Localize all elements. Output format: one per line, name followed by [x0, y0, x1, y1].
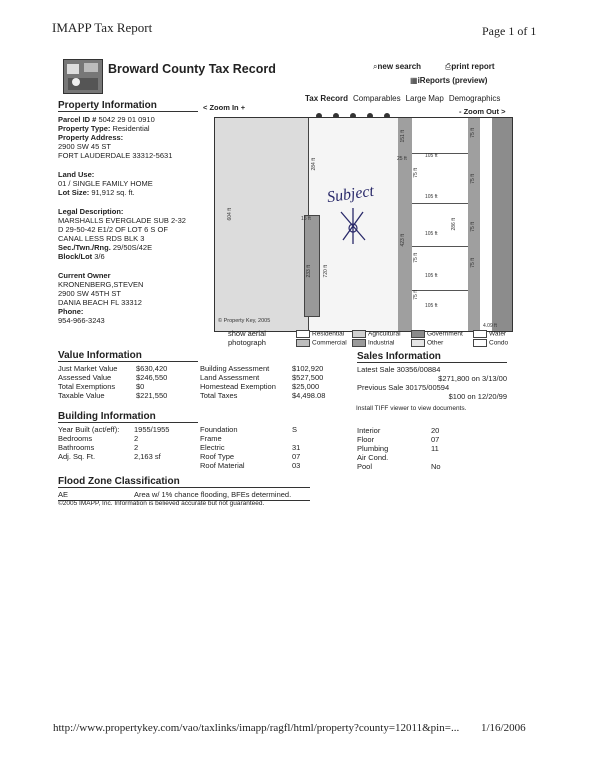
dimension-label: 233 ft — [306, 265, 312, 278]
dimension-label: 15 ft — [301, 216, 311, 222]
tab-comparables[interactable]: Comparables — [352, 94, 401, 103]
legal-label: Legal Description: — [58, 207, 124, 216]
building-row — [200, 452, 350, 461]
page-url: http://www.propertykey.com/vao/taxlinks/imapp/ragfl/html/property?county=12011&pin=... — [53, 722, 460, 734]
building-label: Year Built (act/eff): — [58, 425, 120, 434]
building-label: Air Cond. — [357, 453, 389, 462]
dimension-label: 75 ft — [413, 168, 419, 178]
legend-item — [411, 330, 469, 339]
dimension-label: 284 ft — [311, 158, 317, 171]
value-label: Assessed Value — [58, 373, 112, 382]
map-copyright: © Property Key, 2005 — [218, 318, 271, 324]
building-row — [58, 425, 198, 434]
block-row — [58, 252, 198, 261]
dimension-label: 105 ft — [425, 303, 438, 309]
subject-marker-icon — [333, 206, 373, 246]
building-label: Bathrooms — [58, 443, 95, 452]
owner-line: DANIA BEACH FL 33312 — [58, 298, 142, 307]
building-value: 2 — [134, 434, 139, 443]
print-date: 1/16/2006 — [481, 722, 526, 734]
lot-size-value: 91,912 sq. ft. — [91, 188, 135, 197]
value-row — [58, 373, 198, 382]
building-row — [357, 426, 467, 435]
dimension-label: 75 ft — [413, 290, 419, 300]
phone-label: Phone: — [58, 307, 84, 316]
type-value: Residential — [112, 124, 150, 133]
subject-annotation: Subject — [325, 182, 375, 207]
building-row — [58, 452, 198, 461]
new-search-link[interactable] — [373, 62, 421, 72]
zoom-in-link[interactable]: < Zoom In + — [203, 103, 246, 112]
dimension-label: 286 ft — [451, 218, 457, 231]
value-amount: $630,420 — [136, 364, 168, 373]
legend-label: Residential — [312, 330, 345, 338]
assessment-row — [200, 391, 350, 400]
owner-line: KRONENBERG,STEVEN — [58, 280, 144, 289]
str-row — [58, 243, 198, 252]
zoom-out-link[interactable]: - Zoom Out > — [459, 107, 506, 116]
address-line: 2900 SW 45 ST — [58, 142, 111, 151]
parcel-map[interactable] — [214, 117, 513, 332]
value-amount: $221,550 — [136, 391, 168, 400]
county-seal-icon — [63, 59, 103, 94]
dimension-label: 423 ft — [400, 234, 406, 247]
assessment-amount: $4,498.08 — [292, 391, 326, 400]
str-label: Sec./Twn./Rng. — [58, 243, 111, 252]
building-value: 11 — [431, 444, 439, 453]
building-value: 03 — [292, 461, 301, 470]
building-label: Electric — [200, 443, 225, 452]
building-label: Roof Material — [200, 461, 245, 470]
flood-zone-code: AE — [58, 490, 69, 499]
lot-size-label: Lot Size: — [58, 188, 90, 197]
dimension-label: 25 ft — [397, 156, 407, 162]
assessment-amount: $527,500 — [292, 373, 324, 382]
parcel-row — [58, 115, 198, 124]
value-label: Taxable Value — [58, 391, 105, 400]
legend-label: Water — [489, 330, 507, 338]
legend-item — [352, 330, 407, 339]
print-report-label[interactable]: print report — [451, 62, 495, 71]
building-value: 07 — [292, 452, 301, 461]
page-number: Page 1 of 1 — [482, 24, 537, 38]
building-row — [200, 434, 350, 443]
ireports-link[interactable] — [410, 76, 487, 86]
value-amount: $246,550 — [136, 373, 168, 382]
building-row — [200, 443, 350, 452]
dimension-label: 75 ft — [470, 258, 476, 268]
legend-item — [296, 339, 348, 348]
building-row — [357, 435, 467, 444]
assessment-amount: $25,000 — [292, 382, 320, 391]
building-value: 2 — [134, 443, 139, 452]
legend-item — [411, 339, 469, 348]
dimension-label: 75 ft — [470, 174, 476, 184]
flood-zone-heading: Flood Zone Classification — [58, 476, 310, 488]
building-label: Frame — [200, 434, 222, 443]
dimension-label: 75 ft — [470, 128, 476, 138]
owner-line: 2900 SW 45TH ST — [58, 289, 121, 298]
assessment-label: Building Assessment — [200, 364, 270, 373]
type-row — [58, 124, 198, 133]
tab-large-map[interactable]: Large Map — [405, 94, 444, 103]
address-line: FORT LAUDERDALE 33312-5631 — [58, 151, 173, 160]
building-label: Plumbing — [357, 444, 389, 453]
map-canal — [492, 118, 512, 331]
building-value: S — [292, 425, 298, 434]
brand-title: Broward County Tax Record — [108, 62, 276, 76]
tab-tax-record[interactable]: Tax Record — [305, 94, 348, 103]
assessment-row — [200, 382, 350, 391]
flood-zone-description: Area w/ 1% chance flooding, BFEs determined. — [134, 490, 292, 499]
building-value: 31 — [292, 443, 301, 452]
building-label: Foundation — [200, 425, 238, 434]
building-label: Roof Type — [200, 452, 235, 461]
dimension-label: 105 ft — [425, 153, 438, 159]
search-icon: ⌕ — [373, 62, 378, 71]
previous-sale[interactable]: Previous Sale 30175/00594 — [357, 383, 450, 392]
type-label: Property Type: — [58, 124, 111, 133]
tab-bar — [305, 94, 500, 104]
building-value: 07 — [431, 435, 440, 444]
parcel-label: Parcel ID # — [58, 115, 97, 124]
sales-info-heading: Sales Information — [357, 351, 507, 363]
property-info-heading: Property Information — [58, 100, 198, 112]
building-row — [357, 462, 467, 471]
assessment-amount: $102,920 — [292, 364, 324, 373]
map-legend — [296, 330, 511, 347]
legend-item — [296, 330, 348, 339]
assessment-row — [200, 373, 350, 382]
legend-item — [352, 339, 407, 348]
building-row — [200, 425, 350, 434]
assessment-label: Land Assessment — [200, 373, 260, 382]
assessment-row — [200, 364, 350, 373]
address-label: Property Address: — [58, 133, 124, 142]
dimension-label: 151 ft — [400, 130, 406, 143]
map-parcel-area — [215, 118, 308, 331]
map-lots — [480, 118, 492, 331]
building-value: 20 — [431, 426, 440, 435]
dimension-label: 720 ft — [323, 265, 329, 278]
building-row — [357, 444, 467, 453]
dimension-label: 4.09 ft — [483, 323, 497, 329]
building-value: 1955/1955 — [134, 425, 170, 434]
value-amount: $0 — [136, 382, 145, 391]
legend-label: Other — [427, 339, 444, 347]
land-use-value: 01 / SINGLE FAMILY HOME — [58, 179, 153, 188]
print-report-link[interactable] — [445, 62, 495, 72]
building-info-heading: Building Information — [58, 411, 198, 423]
report-title: IMAPP Tax Report — [52, 20, 153, 35]
parcel-value: 5042 29 01 0910 — [98, 115, 155, 124]
legal-line: CANAL LESS RDS BLK 3 — [58, 234, 145, 243]
lot-size-row — [58, 188, 198, 197]
dimension-label: 105 ft — [425, 273, 438, 279]
value-label: Total Exemptions — [58, 382, 116, 391]
map-lots — [412, 118, 468, 331]
land-use-label: Land Use: — [58, 170, 95, 179]
building-row — [357, 453, 467, 462]
legend-label: Agricultural — [368, 330, 401, 338]
tiff-viewer-link[interactable]: Install TIFF viewer to view documents. — [356, 405, 467, 412]
dimension-label: 75 ft — [470, 222, 476, 232]
dimension-label: 604 ft — [227, 208, 233, 221]
building-label: Pool — [357, 462, 373, 471]
legend-item — [473, 330, 506, 339]
building-value: No — [431, 462, 441, 471]
tab-demographics[interactable]: Demographics — [448, 94, 501, 103]
reports-icon: ▦ — [410, 76, 418, 85]
block-value: 3/6 — [94, 252, 105, 261]
building-row — [58, 434, 198, 443]
building-row — [200, 461, 350, 470]
building-label: Floor — [357, 435, 375, 444]
value-row — [58, 391, 198, 400]
str-value: 29/50S/42E — [112, 243, 153, 252]
building-label: Adj. Sq. Ft. — [58, 452, 96, 461]
legend-label: Government — [427, 330, 463, 338]
value-row — [58, 364, 198, 373]
phone-value: 954-966-3243 — [58, 316, 105, 325]
map-road — [398, 118, 412, 331]
assessment-label: Total Taxes — [200, 391, 238, 400]
show-aerial-link[interactable]: show aerial photograph — [228, 329, 266, 347]
printer-icon: ⎙ — [445, 62, 452, 71]
legal-line: D 29-50-42 E1/2 OF LOT 6 S OF — [58, 225, 168, 234]
latest-sale[interactable]: Latest Sale 30356/00884 — [357, 365, 441, 374]
building-row — [58, 443, 198, 452]
disclaimer: ©2005 IMAPP, Inc. Information is believed accurate but not guaranteed. — [58, 500, 265, 507]
legend-label: Industrial — [368, 339, 395, 347]
new-search-label[interactable]: new search — [377, 62, 422, 71]
value-info-heading: Value Information — [58, 350, 198, 362]
previous-sale-amount: $100 on 12/20/99 — [448, 392, 507, 401]
dimension-label: 105 ft — [425, 231, 438, 237]
building-label: Interior — [357, 426, 381, 435]
latest-sale-amount: $271,800 on 3/13/00 — [438, 374, 507, 383]
legend-label: Condo — [489, 339, 509, 347]
dimension-label: 75 ft — [413, 253, 419, 263]
assessment-label: Homestead Exemption — [200, 382, 276, 391]
owner-label: Current Owner — [58, 271, 111, 280]
building-value: 2,163 sf — [134, 452, 161, 461]
building-label: Bedrooms — [58, 434, 93, 443]
value-label: Just Market Value — [58, 364, 118, 373]
legal-line: MARSHALLS EVERGLADE SUB 2-32 — [58, 216, 186, 225]
dimension-label: 105 ft — [425, 194, 438, 200]
block-label: Block/Lot — [58, 252, 93, 261]
legend-label: Commercial — [312, 339, 347, 347]
value-row — [58, 382, 198, 391]
ireports-label[interactable]: iReports (preview) — [417, 76, 488, 85]
legend-item — [473, 339, 508, 348]
